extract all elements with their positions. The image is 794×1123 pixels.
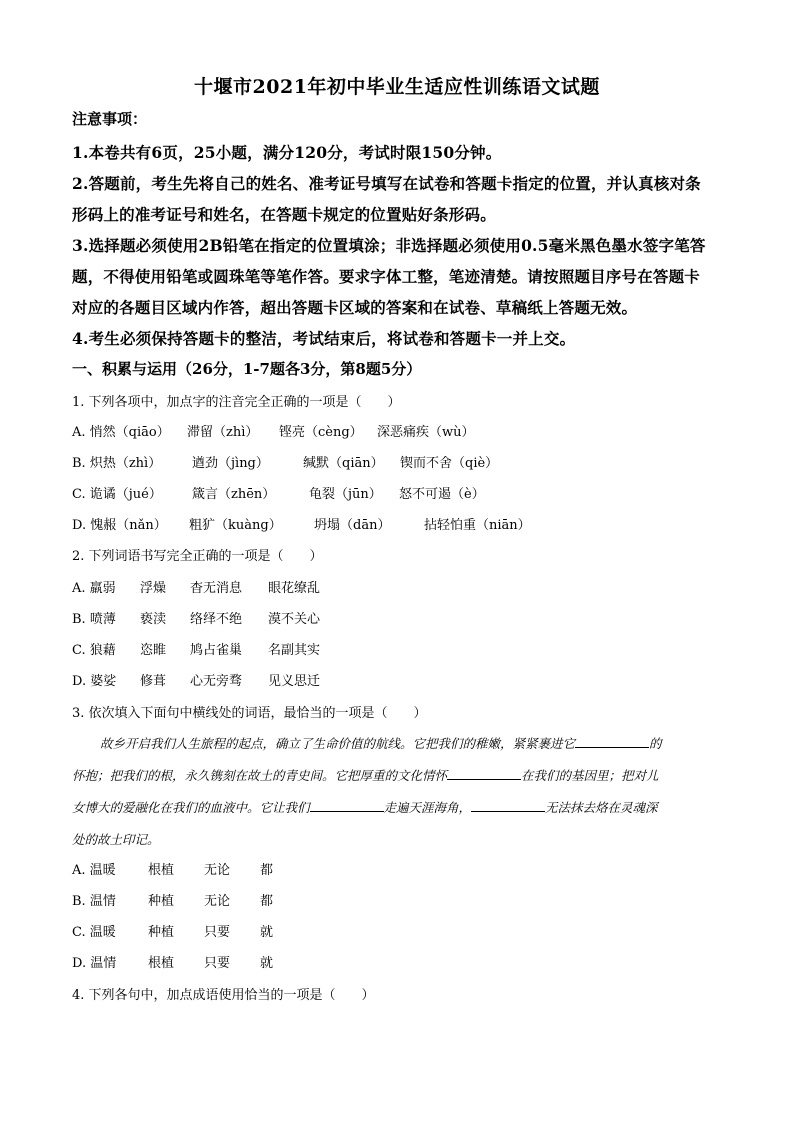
fill-blank (310, 799, 384, 812)
question-3-option-b (72, 890, 372, 910)
option-text: 粗犷（kuàng） (189, 518, 282, 533)
notice-line: 题，不得使用铅笔或圆珠笔等笔作答。要求字体工整，笔迹清楚。请按照题目序号在答题卡 (72, 267, 701, 286)
passage-text: 无法抹去烙在灵魂深 (545, 800, 658, 815)
option-text: B. 喷薄 (72, 612, 116, 627)
option-text: 箴言（zhēn） (192, 487, 276, 502)
notice-line: 形码上的准考证号和姓名，在答题卡规定的位置贴好条形码。 (72, 205, 496, 224)
question-3-option-c (72, 921, 372, 941)
question-3-stem: 3. 依次填入下面句中横线处的词语，最恰当的一项是（ ） (72, 706, 427, 721)
notice-heading: 注意事项： (72, 110, 148, 128)
question-4-stem: 4. 下列各句中，加点成语使用恰当的一项是（ ） (72, 988, 375, 1003)
fill-blank (471, 799, 545, 812)
option-text: 坍塌（dān） (314, 518, 391, 533)
option-text: 只要 (204, 925, 231, 940)
notice-line: 3.选择题必须使用2B铅笔在指定的位置填涂；非选择题必须使用0.5毫米黑色墨水签字笔答 (72, 236, 706, 255)
passage-line (72, 798, 722, 816)
page-title: 十堰市2021年初中毕业生适应性训练语文试题 (194, 76, 600, 98)
passage-line (72, 830, 722, 848)
passage-text: 走遍天涯海角， (383, 800, 472, 815)
option-text: 都 (260, 894, 274, 909)
passage-text: 在我们的基因里；把对儿 (521, 768, 659, 783)
option-text: A. 悄然（qiāo） (72, 425, 170, 440)
option-text: 深恶痛疾（wù） (377, 425, 475, 440)
option-text: 锲而不舍（qiè） (400, 456, 499, 471)
question-2-option-b (72, 608, 472, 628)
option-text: 络绎不绝 (190, 612, 243, 627)
notice-line: 1.本卷共有6页，25小题，满分120分，考试时限150分钟。 (72, 143, 502, 162)
option-text: 拈轻怕重（niān） (424, 518, 531, 533)
option-text: 根植 (148, 863, 175, 878)
option-text: 见义思迁 (268, 674, 321, 689)
option-text: 铿亮（cèng） (279, 425, 363, 440)
option-text: A. 羸弱 (72, 581, 116, 596)
question-3-option-a (72, 859, 372, 879)
option-text: 亵渎 (140, 612, 167, 627)
option-text: 滞留（zhì） (187, 425, 259, 440)
option-text: B. 温情 (72, 894, 116, 909)
option-text: 遒劲（jìng） (192, 456, 269, 471)
option-text: 鸠占雀巢 (190, 643, 243, 658)
option-text: 种植 (148, 894, 175, 909)
question-2-option-c (72, 639, 472, 659)
option-text: C. 诡谲（jué） (72, 487, 162, 502)
option-text: 缄默（qiān） (303, 456, 384, 471)
option-text: 只要 (204, 956, 231, 971)
passage-text: 女博大的爱融化在我们的血液中。它让我们 (72, 800, 310, 815)
option-text: 名副其实 (268, 643, 321, 658)
passage-line (72, 766, 722, 784)
option-text: C. 温暖 (72, 925, 116, 940)
option-text: 都 (260, 863, 274, 878)
option-text: 无论 (204, 894, 231, 909)
question-2-stem: 2. 下列词语书写完全正确的一项是（ ） (72, 549, 323, 564)
notice-line: 2.答题前，考生先将自己的姓名、准考证号填写在试卷和答题卡指定的位置，并认真核对条 (72, 174, 701, 193)
fill-blank (447, 767, 521, 780)
option-text: 漠不关心 (268, 612, 321, 627)
option-text: 就 (260, 956, 274, 971)
option-text: 龟裂（jūn） (309, 487, 382, 502)
passage-text: 怀抱；把我们的根，永久镌刻在故土的青史间。它把厚重的文化情怀 (72, 768, 448, 783)
notice-line: 4.考生必须保持答题卡的整洁，考试结束后，将试卷和答题卡一并上交。 (72, 329, 576, 348)
passage-text: 处的故土印记。 (72, 832, 160, 847)
question-1-option-b (72, 452, 572, 472)
option-text: 杳无消息 (190, 581, 243, 596)
passage-text: 的 (649, 736, 662, 751)
question-2-option-d (72, 670, 472, 690)
section-heading: 一、积累与运用（26分，1-7题各3分，第8题5分） (72, 360, 422, 378)
fill-blank (575, 735, 649, 748)
option-text: 恣睢 (140, 643, 167, 658)
option-text: 就 (260, 925, 274, 940)
option-text: D. 愧赧（nǎn） (72, 518, 167, 533)
notice-line: 对应的各题目区域内作答，超出答题卡区域的答案和在试卷、草稿纸上答题无效。 (72, 298, 638, 317)
option-text: D. 婆娑 (72, 674, 117, 689)
question-1-option-d (72, 514, 572, 534)
question-1-stem: 1. 下列各项中，加点字的注音完全正确的一项是（ ） (72, 395, 401, 410)
option-text: 根植 (148, 956, 175, 971)
option-text: C. 狼藉 (72, 643, 116, 658)
option-text: 无论 (204, 863, 231, 878)
passage-line (100, 734, 750, 752)
option-text: 眼花缭乱 (268, 581, 321, 596)
question-1-option-c (72, 483, 572, 503)
question-2-option-a (72, 577, 472, 597)
option-text: B. 炽热（zhì） (72, 456, 162, 471)
question-1-option-a (72, 421, 572, 441)
question-3-option-d (72, 952, 372, 972)
option-text: 心无旁骛 (190, 674, 243, 689)
option-text: A. 温暖 (72, 863, 116, 878)
option-text: D. 温情 (72, 956, 117, 971)
passage-text: 故乡开启我们人生旅程的起点，确立了生命价值的航线。它把我们的稚嫩，紧紧裹进它 (100, 736, 576, 751)
option-text: 种植 (148, 925, 175, 940)
option-text: 怒不可遏（è） (399, 487, 485, 502)
option-text: 修葺 (140, 674, 167, 689)
option-text: 浮燥 (140, 581, 167, 596)
